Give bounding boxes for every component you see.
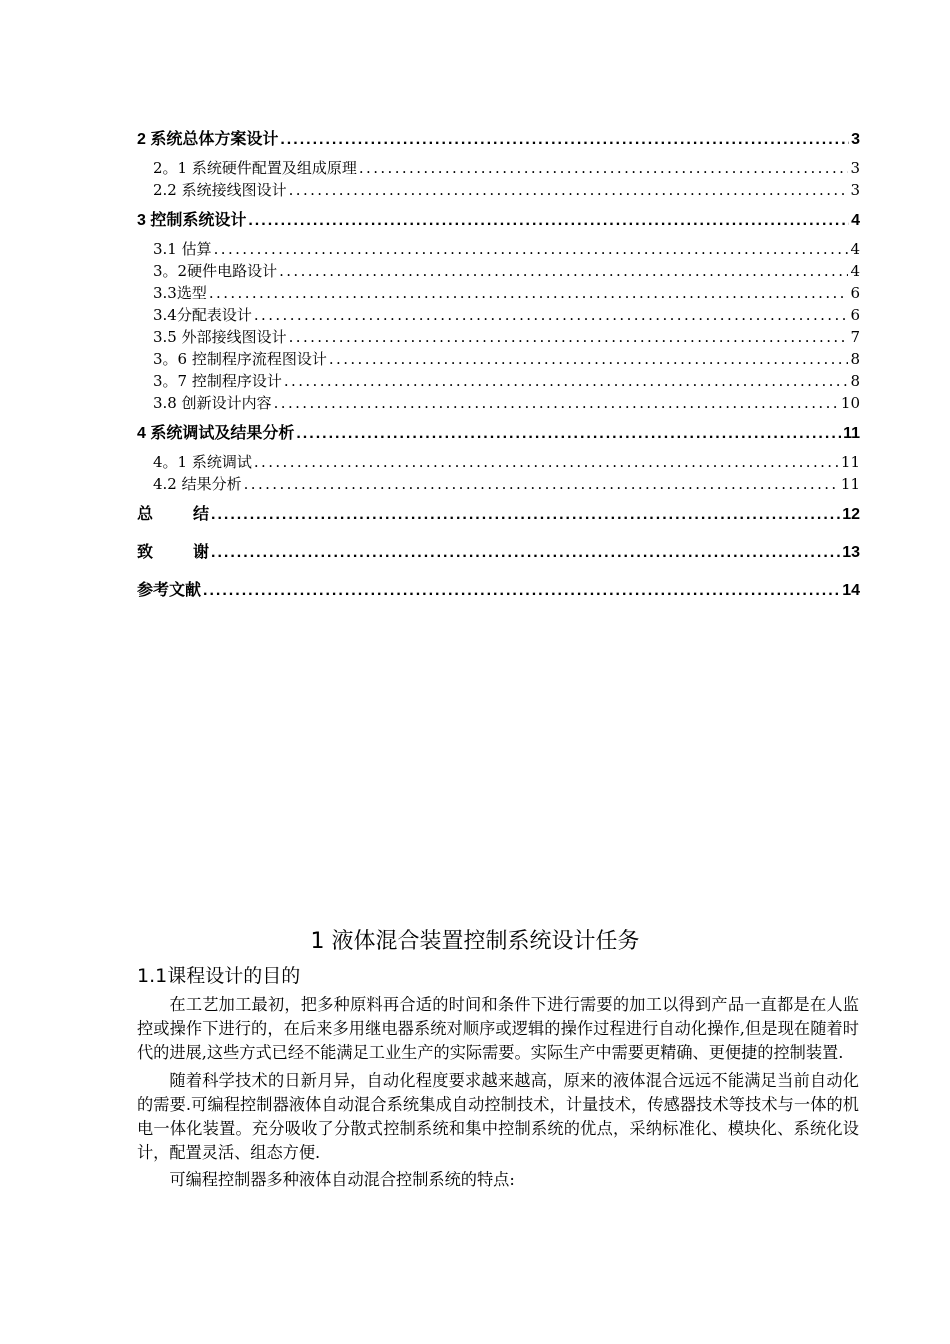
toc-title-char: 总 [137, 506, 154, 523]
toc-leader-dots [203, 579, 840, 603]
toc-leader-dots [296, 422, 841, 446]
toc-entry-page: 4 [850, 262, 860, 280]
toc-leader-dots [280, 128, 849, 152]
toc-entry-page: 8 [850, 350, 860, 368]
toc-entry[interactable] [137, 260, 860, 282]
toc-entry-title: 2 系统总体方案设计 [137, 131, 279, 148]
toc-entry-page: 14 [842, 582, 860, 599]
toc-entry[interactable] [137, 370, 860, 392]
toc-entry-page: 3 [850, 159, 860, 177]
toc-entry[interactable] [137, 157, 860, 179]
toc-entry[interactable] [137, 541, 860, 565]
toc-entry[interactable] [137, 348, 860, 370]
toc-leader-dots [284, 370, 849, 392]
toc-entry[interactable] [137, 503, 860, 527]
toc-entry[interactable] [137, 128, 860, 152]
toc-entry-title: 3。2硬件电路设计 [153, 262, 278, 280]
toc-leader-dots [209, 282, 849, 304]
toc-entry-title: 4。1 系统调试 [153, 453, 252, 471]
toc-entry-page: 7 [850, 328, 860, 346]
toc-leader-dots [254, 304, 849, 326]
toc-leader-dots [248, 209, 849, 233]
toc-leader-dots [211, 503, 840, 527]
toc-entry-page: 4 [850, 240, 860, 258]
toc-entry[interactable] [137, 451, 860, 473]
toc-entry-page: 4 [851, 212, 860, 229]
toc-entry-title: 参考文献 [137, 582, 202, 599]
paragraph: 可编程控制器多种液体自动混合控制系统的特点: [169, 1170, 515, 1190]
toc-leader-dots [329, 348, 849, 370]
toc-entry[interactable] [137, 282, 860, 304]
toc-entry-title: 3。7 控制程序设计 [153, 372, 282, 390]
toc-leader-dots [214, 238, 849, 260]
toc-entry-page: 13 [842, 544, 860, 561]
toc-entry-title: 3。6 控制程序流程图设计 [153, 350, 327, 368]
toc-entry[interactable] [137, 422, 860, 446]
toc-title-char: 致 [137, 544, 154, 561]
body-text [137, 993, 859, 1196]
toc-entry-page: 11 [840, 453, 860, 471]
toc-entry-page: 6 [850, 284, 860, 302]
toc-entry[interactable] [137, 304, 860, 326]
toc-entry[interactable] [137, 179, 860, 201]
toc-title-char: 谢 [193, 544, 210, 561]
toc-leader-dots [211, 541, 840, 565]
toc-entry-page: 8 [850, 372, 860, 390]
toc-entry-title: 3.8 创新设计内容 [153, 394, 272, 412]
toc-entry-title [137, 503, 209, 527]
toc-entry-title: 2.2 系统接线图设计 [153, 181, 287, 199]
toc-entry-page: 11 [843, 425, 860, 442]
section-title: 1.1课程设计的目的 [137, 965, 301, 987]
toc-entry-title: 4.2 结果分析 [153, 475, 242, 493]
toc-entry-page: 3 [851, 131, 860, 148]
toc-entry-page: 12 [842, 506, 860, 523]
toc-leader-dots [274, 392, 839, 414]
chapter-title: 1 液体混合装置控制系统设计任务 [310, 929, 640, 954]
toc-entry-page: 6 [850, 306, 860, 324]
toc-leader-dots [244, 473, 839, 495]
toc-title-char: 结 [193, 506, 210, 523]
toc-entry-page: 3 [850, 181, 860, 199]
toc-entry-title: 3.3选型 [153, 284, 207, 302]
toc-entry-title: 3.4分配表设计 [153, 306, 252, 324]
toc-entry[interactable] [137, 326, 860, 348]
toc-entry[interactable] [137, 579, 860, 603]
paragraph: 随着科学技术的日新月异，自动化程度要求越来越高，原来的液体混合远远不能满足当前自动化的需要.可编程控制器液体自动混合系统集成自动控制技术，计量技术，传感器技术等技术与一体的机电一体化装置。充分吸收了分散式控制系统和集中控制系统的优点，采纳标准化、模块化、系统化设计，配置灵活、组态方便. [137, 1070, 859, 1163]
toc-entry[interactable] [137, 473, 860, 495]
toc-entry-title: 2。1 系统硬件配置及组成原理 [153, 159, 357, 177]
toc-leader-dots [254, 451, 839, 473]
toc-entry-page: 11 [840, 475, 860, 493]
toc-leader-dots [359, 157, 849, 179]
toc-entry-title: 3.5 外部接线图设计 [153, 328, 287, 346]
toc-leader-dots [289, 179, 849, 201]
toc-entry[interactable] [137, 392, 860, 414]
toc-entry-page: 10 [840, 394, 860, 412]
toc-entry-title: 4 系统调试及结果分析 [137, 425, 295, 442]
toc-entry[interactable] [137, 238, 860, 260]
toc-entry-title: 3.1 估算 [153, 240, 212, 258]
toc-leader-dots [289, 326, 849, 348]
table-of-contents [137, 126, 860, 608]
toc-entry[interactable] [137, 209, 860, 233]
paragraph: 在工艺加工最初，把多种原料再合适的时间和条件下进行需要的加工以得到产品一直都是在人监控或操作下进行的，在后来多用继电器系统对顺序或逻辑的操作过程进行自动化操作,但是现在随着时代的进展,这些方式已经不能满足工业生产的实际需要。实际生产中需要更精确、更便捷的控制装置. [137, 995, 859, 1063]
toc-leader-dots [279, 260, 848, 282]
toc-entry-title: 3 控制系统设计 [137, 212, 247, 229]
toc-entry-title [137, 541, 209, 565]
